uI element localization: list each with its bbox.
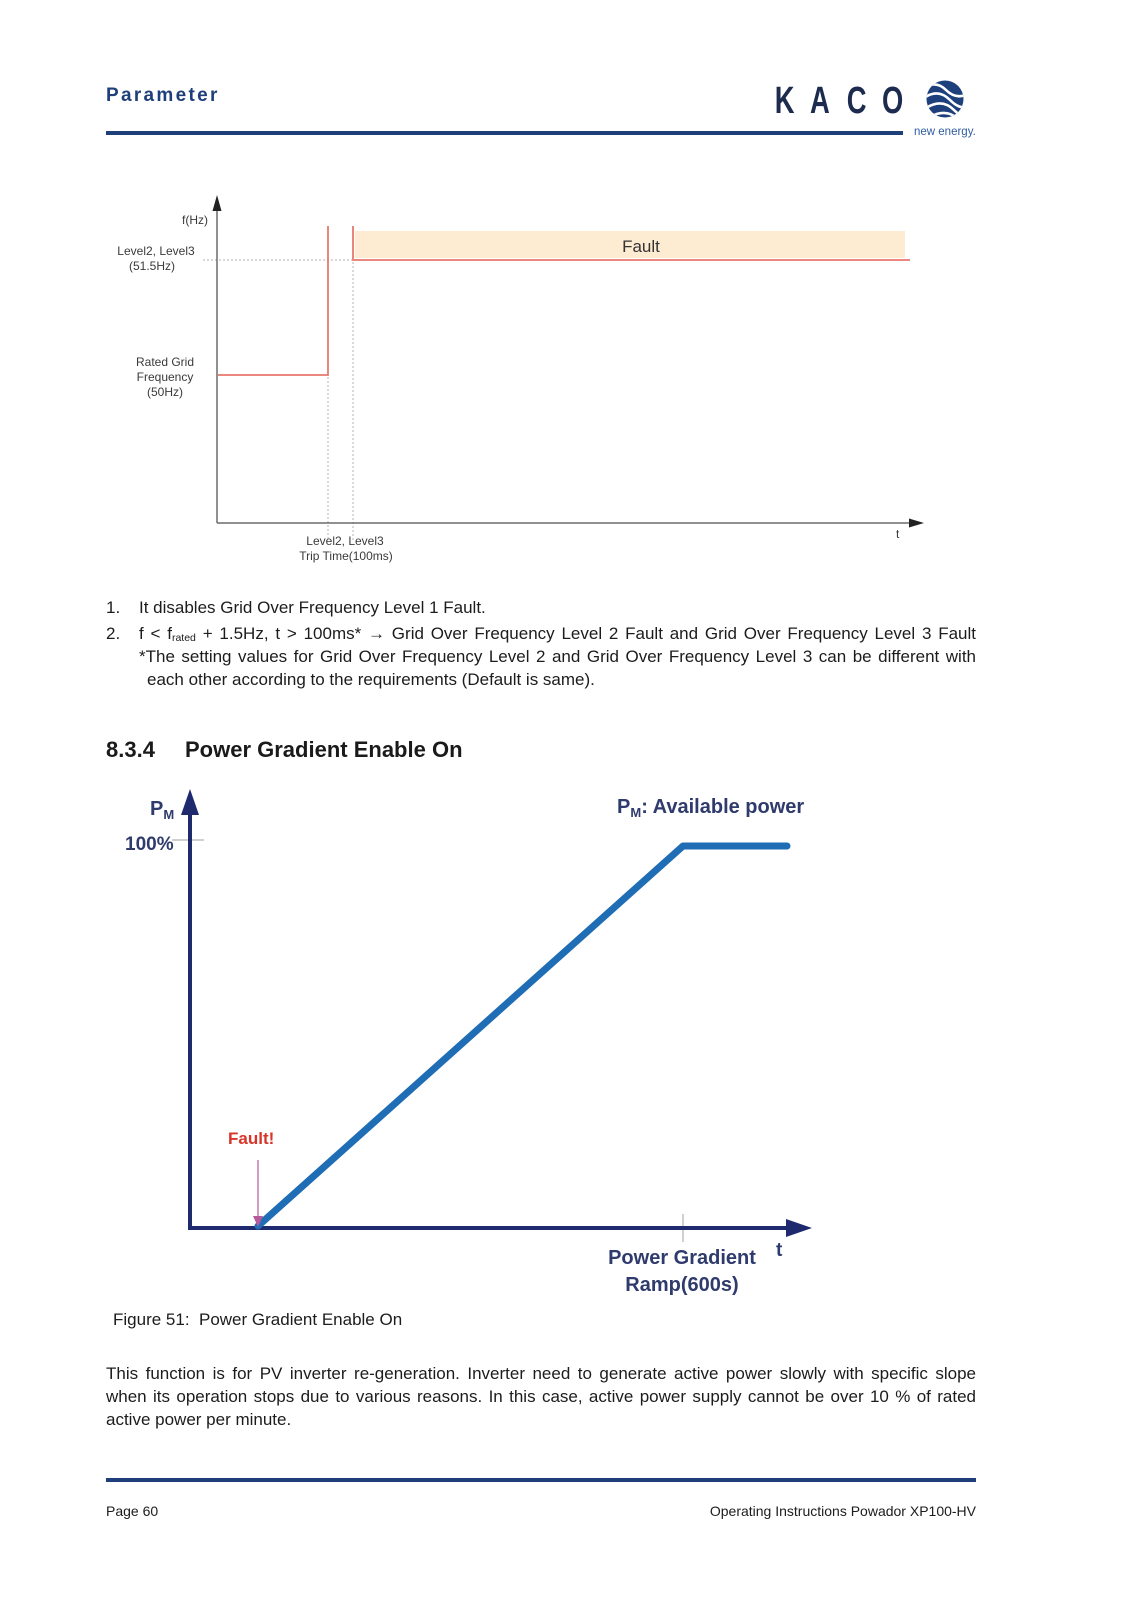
rated-value: (50Hz) [146, 385, 184, 399]
x-axis-label: t [896, 527, 900, 541]
rated-label-line2: Frequency [136, 370, 194, 384]
power-gradient-diagram [0, 780, 1132, 1310]
power-ramp-curve [258, 846, 787, 1226]
paragraph-line-2: when its operation stops due to various reasons. In this case, active power supply cannot be over 10 % of rated [106, 1387, 976, 1406]
list-number-1: 1. [106, 598, 121, 617]
y-axis-label [150, 798, 174, 822]
logo-wordmark: KACO [774, 79, 904, 123]
section-title: Power Gradient Enable On [185, 737, 463, 762]
formula-rest: + 1.5Hz, t > 100ms* → Grid Over Frequency Level 2 Fault and Grid Over Frequency Level 3 Fault [195, 624, 976, 643]
frequency-trace-rated [218, 226, 328, 375]
section-number: 8.3.4 [106, 737, 155, 762]
level-label: Level2, Level3 [117, 244, 195, 258]
logo-tagline: new energy. [914, 126, 976, 138]
x-axis-arrow [786, 1219, 812, 1237]
section-header-title: Parameter [106, 85, 220, 106]
ramp-label-line1: Power Gradient [608, 1247, 756, 1269]
document-title: Operating Instructions Powador XP100-HV [709, 1503, 976, 1519]
y-axis-label: f(Hz) [182, 213, 208, 227]
figure-caption: Figure 51: Power Gradient Enable On [113, 1310, 403, 1329]
y-axis-arrow [181, 789, 199, 815]
legend-symbol: P [617, 796, 631, 818]
ramp-label-line2: Ramp(600s) [625, 1274, 739, 1296]
legend-text: : Available power [641, 796, 805, 818]
list-item-2-note-line2: each other according to the requirements (Default is same). [147, 670, 595, 689]
paragraph-line-1: This function is for PV inverter re-generation. Inverter need to generate active power slowly with specific slope [106, 1364, 976, 1383]
trip-label-line1: Level2, Level3 [306, 534, 384, 548]
x-axis-label: t [776, 1240, 783, 1261]
fault-label: Fault [622, 237, 660, 256]
y-axis-arrow [213, 195, 222, 211]
y-axis-subscript: M [163, 807, 175, 822]
list-number-2: 2. [106, 624, 121, 643]
list-item-1-text: It disables Grid Over Frequency Level 1 Fault. [139, 598, 486, 617]
y-axis-symbol: P [150, 798, 164, 820]
fault-marker-label: Fault! [228, 1129, 275, 1148]
kaco-logo [760, 70, 980, 125]
over-frequency-diagram [0, 180, 1132, 580]
header-rule [106, 131, 903, 135]
paragraph-line-3: active power per minute. [106, 1410, 292, 1429]
x-axis-arrow [909, 519, 924, 528]
legend-subscript: M [630, 805, 642, 820]
formula-start: f < f [139, 624, 172, 643]
footer-rule [106, 1478, 976, 1482]
list-item-2-formula [139, 622, 976, 645]
level-value: (51.5Hz) [128, 259, 176, 273]
trip-label-line2: Trip Time(100ms) [299, 549, 393, 563]
page-number: Page 60 [106, 1503, 159, 1519]
kaco-wave-globe-icon [924, 81, 974, 126]
list-item-2-note-line1: *The setting values for Grid Over Frequency Level 2 and Grid Over Frequency Level 3 can be different with [139, 647, 976, 666]
rated-label-line1: Rated Grid [135, 355, 195, 369]
formula-subscript: rated [171, 632, 196, 644]
legend-available-power [617, 796, 804, 820]
y-max-label: 100% [125, 834, 174, 855]
